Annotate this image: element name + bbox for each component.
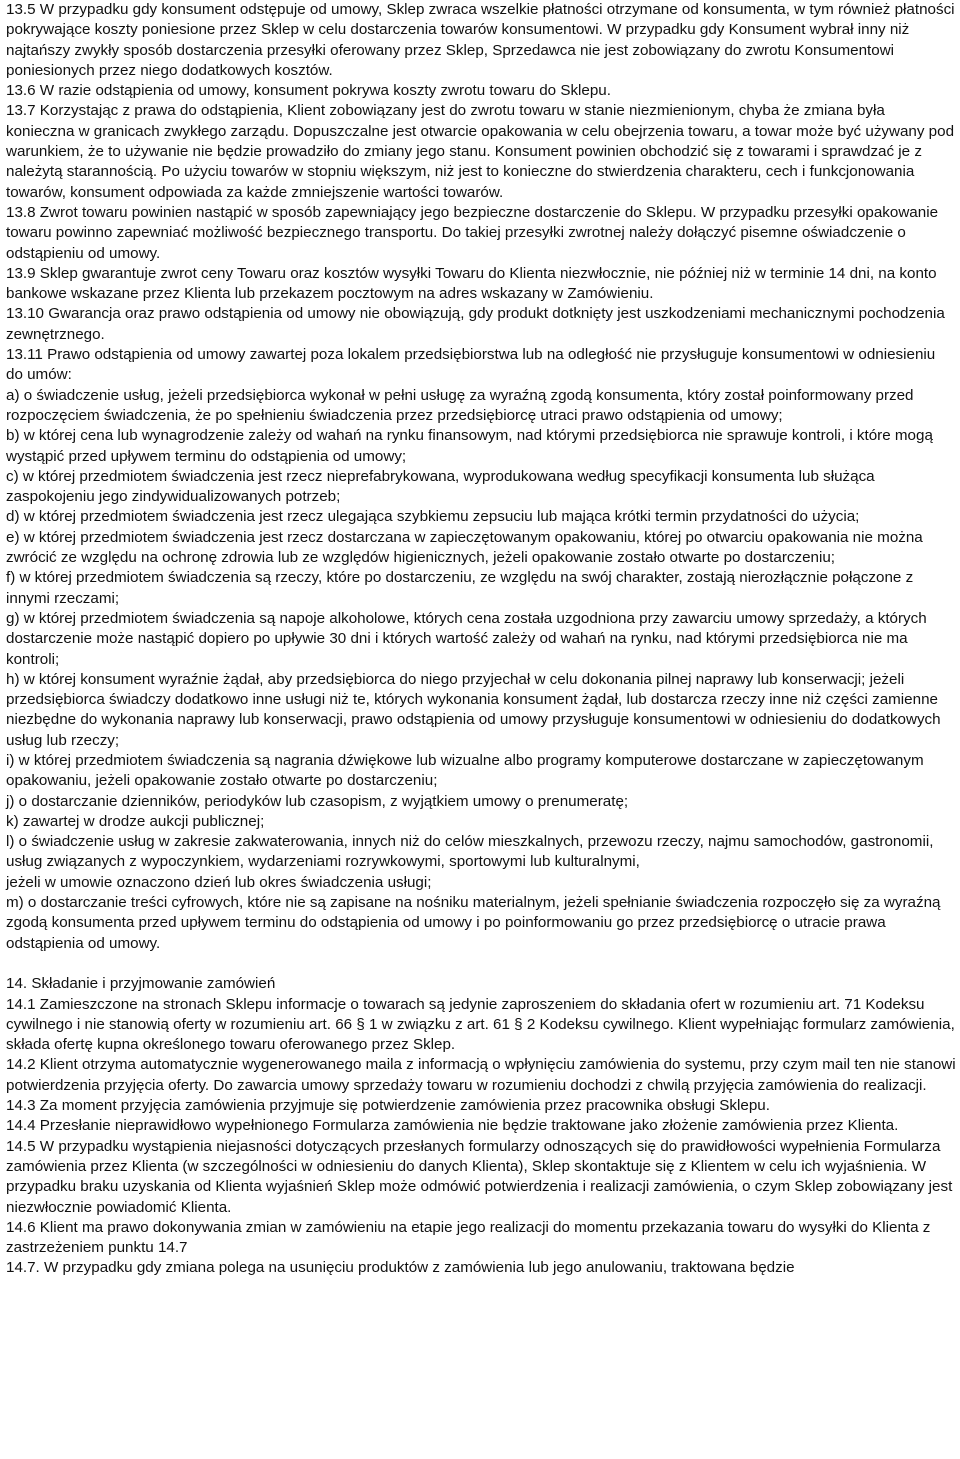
list-item-h: h) w której konsument wyraźnie żądał, aby przedsiębiorca do niego przyjechał w celu dokonania pilnej naprawy lub konserwacji; jeżeli przedsiębiorca świadczy dodatkowo inne usługi niż te, których wykonania konsument żądał, lub dostarcza rzeczy inne niż części zamienne niezbędne do wykonania naprawy lub konserwacji, prawo odstąpienia od umowy przysługuje konsumentowi w odniesieniu do dodatkowych usług lub rzeczy; xyxy=(6,670,941,749)
paragraph-13-6: 13.6 W razie odstąpienia od umowy, konsument pokrywa koszty zwrotu towaru do Sklepu. xyxy=(6,82,611,100)
list-item-m: m) o dostarczanie treści cyfrowych, które nie są zapisane na nośniku materialnym, jeżeli spełnianie świadczenia rozpoczęło się za wyraźną zgodą konsumenta przed upływem terminu do odstąpienia od umowy i po poinformowaniu go przez przedsiębiorcę o utracie prawa odstąpienia od umowy. xyxy=(6,894,941,952)
list-item-j: j) o dostarczanie dzienników, periodyków lub czasopism, z wyjątkiem umowy o prenumeratę; xyxy=(6,792,629,810)
list-item-f: f) w której przedmiotem świadczenia są rzeczy, które po dostarczeniu, ze względu na swój charakter, zostają nierozłącznie połączone z innymi rzeczami; xyxy=(6,569,914,607)
paragraph-14-1: 14.1 Zamieszczone na stronach Sklepu informacje o towarach są jedynie zaproszeniem do składania ofert w rozumieniu art. 71 Kodeksu cywilnego i nie stanowią oferty w rozumieniu art. 66 § 1 w związku z art. 61 § 2 Kodeksu cywilnego. Klient wypełniając formularz zamówienia, składa ofertę kupna określonego towaru oferowanego przez Sklep. xyxy=(6,995,955,1054)
paragraph-14-5: 14.5 W przypadku wystąpienia niejasności dotyczących przesłanych formularzy odnoszących się do prawidłowości wypełnienia Formularza zamówienia przez Klienta (w szczególności w odniesieniu do danych Klienta), Sklep skontaktuje się z Klientem w celu ich wyjaśnienia. W przypadku braku uzyskania od Klienta wyjaśnień Sklep może odmówić potwierdzenia i realizacji zamówienia, o czym Sklep zobowiązany jest niezwłocznie powiadomić Klienta. xyxy=(6,1137,953,1216)
paragraph-13-11: 13.11 Prawo odstąpienia od umowy zawartej poza lokalem przedsiębiorstwa lub na odległość nie przysługuje konsumentowi w odniesieniu do umów: xyxy=(6,346,936,384)
document-body xyxy=(6,0,956,1279)
list-item-c: c) w której przedmiotem świadczenia jest rzecz nieprefabrykowana, wyprodukowana według specyfikacji konsumenta lub służąca zaspokojeniu jego zindywidualizowanych potrzeb; xyxy=(6,467,875,506)
list-item-k: k) zawartej w drodze aukcji publicznej; xyxy=(6,812,265,830)
list-item-g: g) w której przedmiotem świadczenia są napoje alkoholowe, których cena została uzgodniona przy zawarciu umowy sprzedaży, a których dostarczenie może nastąpić dopiero po upływie 30 dni i których wartość zależy od wahań na rynku, nad którymi przedsiębiorca nie ma kontroli; xyxy=(6,609,927,668)
paragraph-13-10: 13.10 Gwarancja oraz prawo odstąpienia od umowy nie obowiązują, gdy produkt dotknięty jest uszkodzeniami mechanicznymi pochodzenia zewnętrznego. xyxy=(6,305,945,343)
paragraph-14-6: 14.6 Klient ma prawo dokonywania zmian w zamówieniu na etapie jego realizacji do momentu przekazania towaru do wysyłki do Klienta z zastrzeżeniem punktu 14.7 xyxy=(6,1218,931,1257)
list-item-i: i) w której przedmiotem świadczenia są nagrania dźwiękowe lub wizualne albo programy komputerowe dostarczane w zapieczętowanym opakowaniu, jeżeli opakowanie zostało otwarte po dostarczeniu; xyxy=(6,751,924,790)
list-item-a: a) o świadczenie usług, jeżeli przedsiębiorca wykonał w pełni usługę za wyraźną zgodą konsumenta, który został poinformowany przed rozpoczęciem świadczenia, że po spełnieniu świadczenia przez przedsiębiorcę utraci prawo odstąpienia od umowy; xyxy=(6,386,914,424)
list-item-b: b) w której cena lub wynagrodzenie zależy od wahań na rynku finansowym, nad którymi przedsiębiorca nie sprawuje kontroli, i które mogą wystąpić przed upływem terminu do odstąpienia od umowy; xyxy=(6,427,933,465)
list-item-l-continuation: jeżeli w umowie oznaczono dzień lub okres świadczenia usługi; xyxy=(6,873,432,891)
paragraph-13-7: 13.7 Korzystając z prawa do odstąpienia, Klient zobowiązany jest do zwrotu towaru w stanie niezmienionym, chyba że zmiana była konieczna w granicach zwykłego zarządu. Dopuszczalne jest otwarcie opakowania w celu obejrzenia towaru, a towar może być używany pod warunkiem, że to używanie nie będzie prowadziło do zmiany jego stanu. Konsument powinien obchodzić się z towarami i sprawdzać je z należytą starannością. Po użyciu towarów w stopniu większym, niż jest to konieczne do stwierdzenia charakteru, cech i funkcjonowania towarów, konsument odpowiada za każde zmniejszenie wartości towarów. xyxy=(6,102,955,201)
paragraph-14-4: 14.4 Przesłanie nieprawidłowo wypełnionego Formularza zamówienia nie będzie traktowane jako złożenie zamówienia przez Klienta. xyxy=(6,1117,899,1135)
list-item-l: l) o świadczenie usług w zakresie zakwaterowania, innych niż do celów mieszkalnych, przewozu rzeczy, najmu samochodów, gastronomii, usług związanych z wypoczynkiem, wydarzeniami rozrywkowymi, sportowymi lub kulturalnymi, xyxy=(6,833,934,871)
paragraph-13-8: 13.8 Zwrot towaru powinien nastąpić w sposób zapewniający jego bezpieczne dostarczenie do Sklepu. W przypadku przesyłki opakowanie towaru powinno zapewniać możliwość bezpiecznego transportu. Do takiej przesyłki zwrotnej należy dołączyć pisemne oświadczenie o odstąpieniu od umowy. xyxy=(6,203,939,262)
paragraph-14-7: 14.7. W przypadku gdy zmiana polega na usunięciu produktów z zamówienia lub jego anulowaniu, traktowana będzie xyxy=(6,1259,795,1277)
paragraph-14-3: 14.3 Za moment przyjęcia zamówienia przyjmuje się potwierdzenie zamówienia przez pracownika obsługi Sklepu. xyxy=(6,1097,770,1115)
section-gap xyxy=(6,954,956,974)
paragraph-14-2: 14.2 Klient otrzyma automatycznie wygenerowanego maila z informacją o wpłynięciu zamówienia do systemu, przy czym mail ten nie stanowi potwierdzenia przyjęcia oferty. Do zawarcia umowy sprzedaży towaru w rozumieniu dochodzi z chwilą przyjęcia zamówienia do realizacji. xyxy=(6,1056,956,1094)
list-item-e: e) w której przedmiotem świadczenia jest rzecz dostarczana w zapieczętowanym opakowaniu, której po otwarciu opakowania nie można zwrócić ze względu na ochronę zdrowia lub ze względów higienicznych, jeżeli opakowanie zostało otwarte po dostarczeniu; xyxy=(6,528,923,567)
list-item-d: d) w której przedmiotem świadczenia jest rzecz ulegająca szybkiemu zepsuciu lub mająca krótki termin przydatności do użycia; xyxy=(6,508,860,526)
section-14-title: 14. Składanie i przyjmowanie zamówień xyxy=(6,975,276,993)
paragraph-13-9: 13.9 Sklep gwarantuje zwrot ceny Towaru oraz kosztów wysyłki Towaru do Klienta niezwłocznie, nie później niż w terminie 14 dni, na konto bankowe wskazane przez Klienta lub przekazem pocztowym na adres wskazany w Zamówieniu. xyxy=(6,264,937,303)
paragraph-13-5: 13.5 W przypadku gdy konsument odstępuje od umowy, Sklep zwraca wszelkie płatności otrzymane od konsumenta, w tym również płatności pokrywające koszty poniesione przez Sklep w celu dostarczenia towarów konsumentowi. W przypadku gdy Konsument wybrał inny niż najtańszy zwykły sposób dostarczenia przesyłki oferowany przez Sklep, Sprzedawca nie jest zobowiązany do zwrotu Konsumentowi poniesionych przez niego dodatkowych kosztów. xyxy=(6,1,955,79)
